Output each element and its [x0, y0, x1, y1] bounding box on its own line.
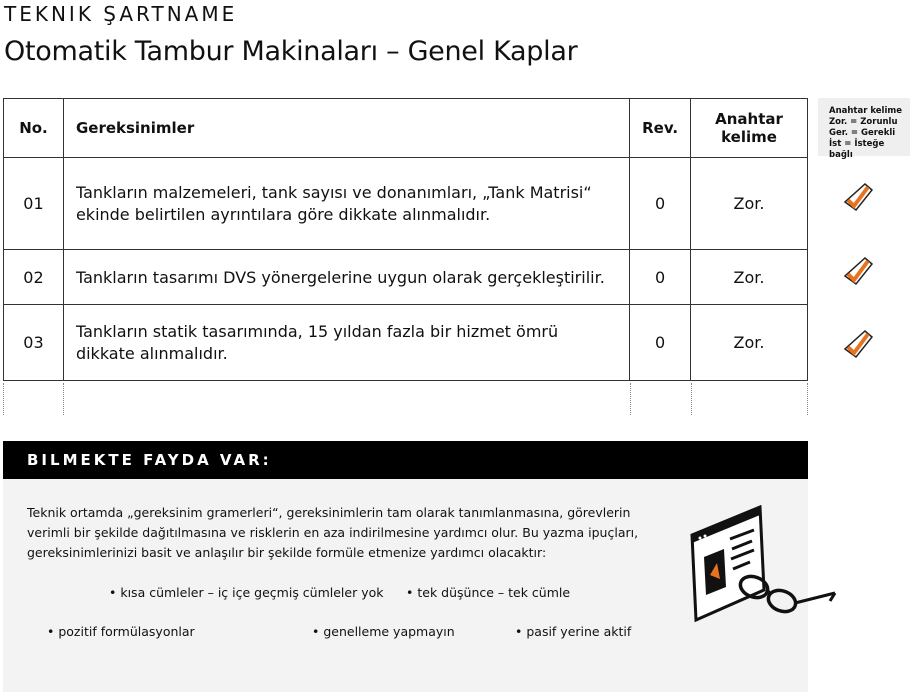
row-number: 03	[4, 305, 64, 381]
document-kicker: TEKNIK ŞARTNAME	[4, 2, 238, 26]
tip-bullet: • tek düşünce – tek cümle	[406, 585, 571, 600]
legend-item: Zor. = Zorunlu	[829, 117, 898, 127]
keyword-value: Zor.	[691, 158, 808, 250]
tip-bullet: • kısa cümleler – iç içe geçmiş cümleler yok	[109, 585, 384, 600]
table-continuation-line	[63, 383, 64, 415]
table-row	[4, 158, 808, 250]
table-header-row	[4, 99, 808, 158]
revision-value: 0	[630, 305, 691, 381]
legend-item: İst = İsteğe bağlı	[829, 139, 885, 160]
legend-title: Anahtar kelime	[829, 106, 903, 116]
table-continuation-line	[691, 383, 692, 415]
legend-item: Ger. = Gerekli	[829, 128, 896, 138]
table-continuation-line	[807, 383, 808, 415]
screen-with-glasses-illustration	[690, 505, 840, 630]
keyword-value: Zor.	[691, 250, 808, 305]
checkmark-icon	[842, 180, 874, 212]
row-number: 01	[4, 158, 64, 250]
tip-bullet: • genelleme yapmayın	[312, 624, 455, 639]
tip-heading: BILMEKTE FAYDA VAR:	[3, 441, 808, 479]
requirement-text: Tankların malzemeleri, tank sayısı ve donanımları, „Tank Matrisi“ ekinde belirtilen ayrıntılara göre dikkate alınmalıdır.	[63, 158, 629, 250]
table-row	[4, 305, 808, 381]
requirements-table	[3, 98, 808, 381]
column-header-rev: Rev.	[630, 99, 691, 158]
column-header-no: No.	[4, 99, 64, 158]
tip-body-text: Teknik ortamda „gereksinim gramerleri“, gereksinimlerin tam olarak tanımlanmasına, görevlerin verimli bir şekilde dağıtılmasına ve risklerin en aza indirilmesine yardımcı olur. Bu yazma ipuçları, gereksinimlerinizi basit ve anlaşılır bir şekilde formüle etmenize yardımcı olacaktır:	[27, 505, 639, 560]
keyword-value: Zor.	[691, 305, 808, 381]
table-continuation-line	[630, 383, 631, 415]
checkmark-icon	[842, 327, 874, 359]
checkmark-icon	[842, 254, 874, 286]
tip-panel	[3, 479, 808, 692]
revision-value: 0	[630, 250, 691, 305]
page-title: Otomatik Tambur Makinaları – Genel Kaplar	[4, 36, 578, 67]
column-header-keyword: Anahtar kelime	[691, 99, 808, 158]
tip-bullet: • pozitif formülasyonlar	[47, 624, 195, 639]
keyword-legend	[818, 98, 910, 160]
table-continuation-line	[3, 383, 4, 415]
column-header-requirements: Gereksinimler	[63, 99, 629, 158]
requirement-text: Tankların tasarımı DVS yönergelerine uygun olarak gerçekleştirilir.	[63, 250, 629, 305]
row-number: 02	[4, 250, 64, 305]
tip-bullet: • pasif yerine aktif	[515, 624, 632, 639]
revision-value: 0	[630, 158, 691, 250]
requirement-text: Tankların statik tasarımında, 15 yıldan fazla bir hizmet ömrü dikkate alınmalıdır.	[63, 305, 629, 381]
table-row	[4, 250, 808, 305]
